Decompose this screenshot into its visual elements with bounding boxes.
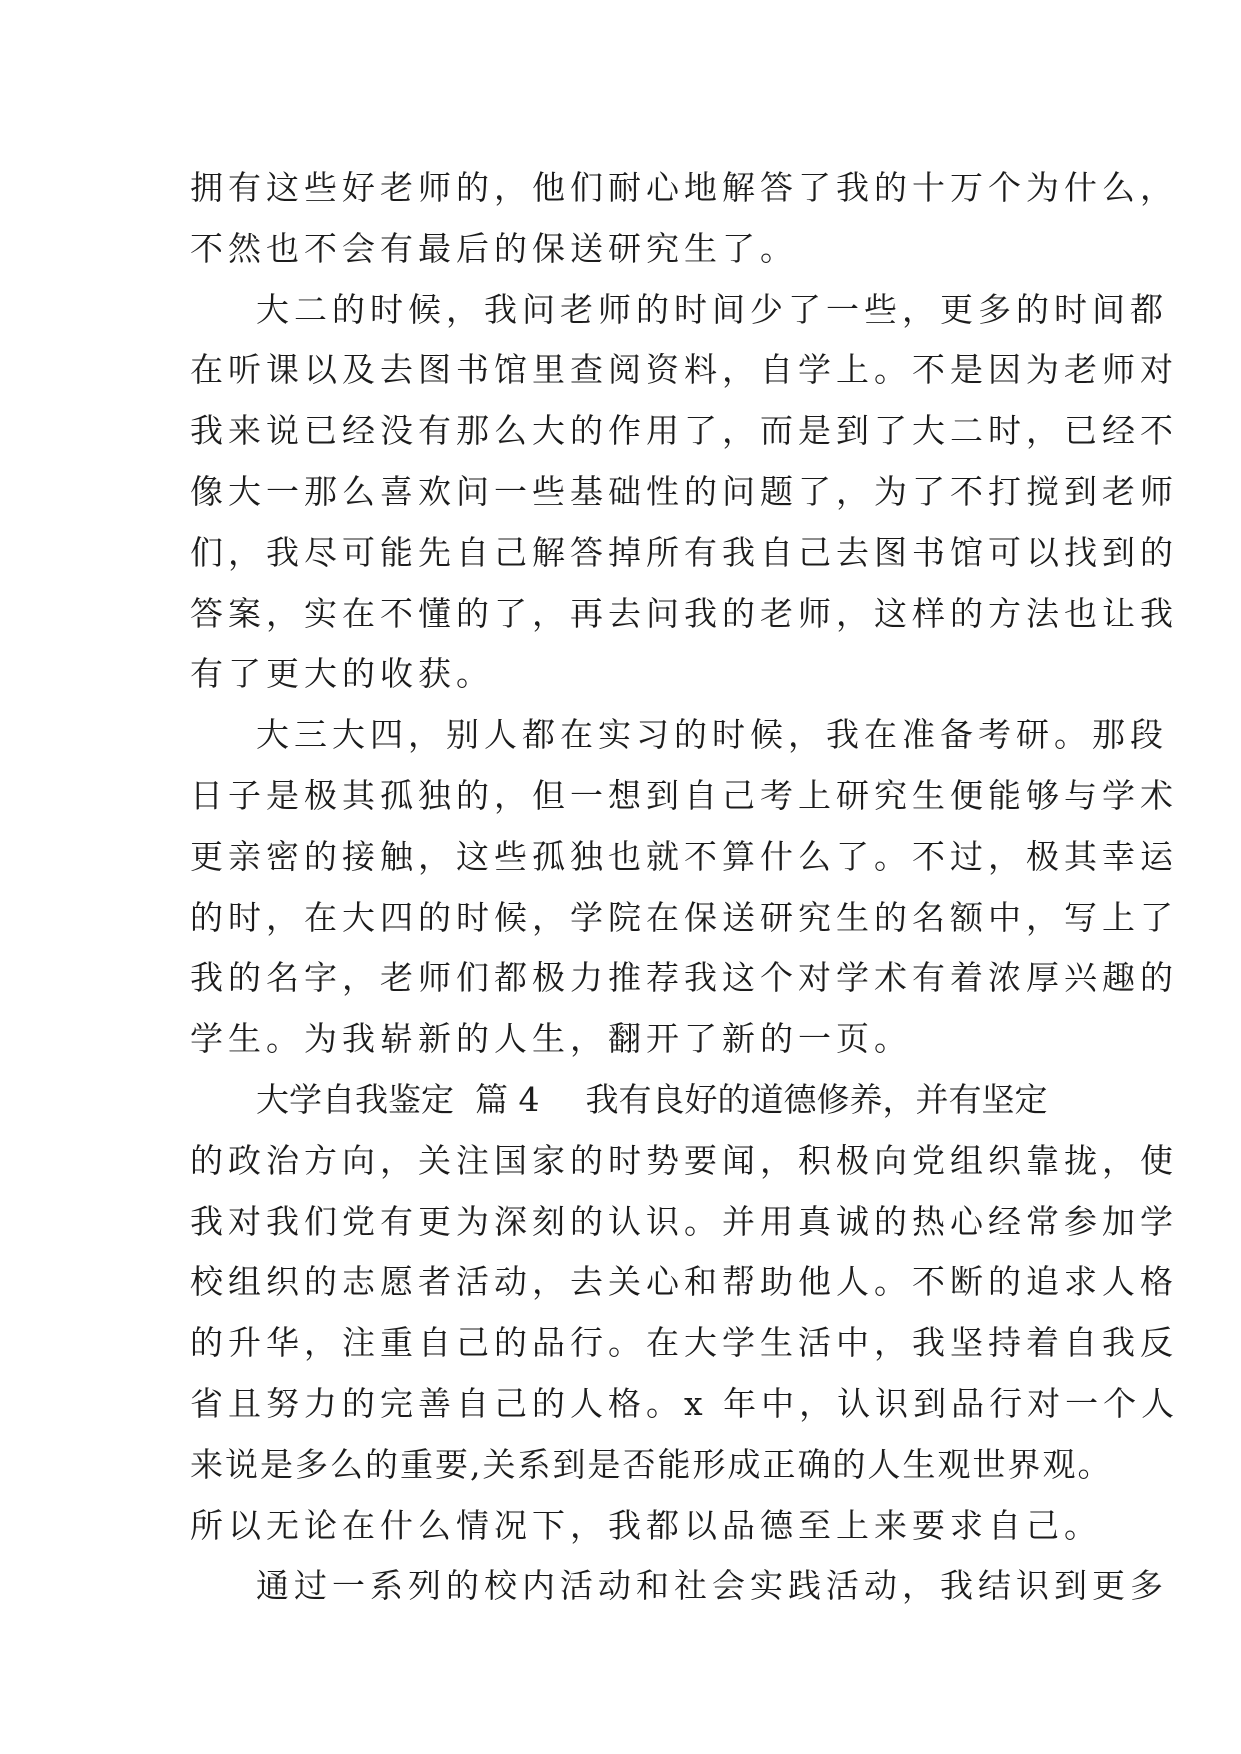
text-line: 省且努力的完善自己的人格。x 年中，认识到品行对一个人 (190, 1383, 1180, 1423)
text-line: 我的名字，老师们都极力推荐我这个对学术有着浓厚兴趣的 (190, 958, 1178, 998)
text-line: 我对我们党有更为深刻的认识。并用真诚的热心经常参加学 (190, 1201, 1178, 1241)
text-line: 不然也不会有最后的保送研究生了。 (190, 228, 798, 268)
text-line: 来说是多么的重要,关系到是否能形成正确的人生观世界观。 (190, 1444, 1113, 1484)
text-line: 的升华，注重自己的品行。在大学生活中，我坚持着自我反 (190, 1323, 1178, 1363)
text-line: 的时，在大四的时候，学院在保送研究生的名额中，写上了 (190, 897, 1178, 937)
document-body (190, 158, 1180, 1617)
section-heading: 大学自我鉴定 篇 4 (256, 1079, 540, 1119)
text-line: 像大一那么喜欢问一些基础性的问题了，为了不打搅到老师 (190, 471, 1178, 511)
text-line: 答案，实在不懂的了，再去问我的老师，这样的方法也让我 (190, 593, 1178, 633)
section-start-line (190, 1070, 1070, 1131)
text-line: 有了更大的收获。 (190, 654, 494, 694)
text-line: 校组织的志愿者活动，去关心和帮助他人。不断的追求人格 (190, 1262, 1178, 1302)
text-line: 所以无论在什么情况下，我都以品德至上来要求自己。 (190, 1505, 1102, 1545)
text-line: 日子是极其孤独的，但一想到自己考上研究生便能够与学术 (190, 775, 1178, 815)
text-line: 的政治方向，关注国家的时势要闻，积极向党组织靠拢，使 (190, 1140, 1178, 1180)
text-line: 拥有这些好老师的，他们耐心地解答了我的十万个为什么， (190, 168, 1178, 207)
text-line: 们，我尽可能先自己解答掉所有我自己去图书馆可以找到的 (190, 532, 1178, 572)
paragraph-start-line: 通过一系列的校内活动和社会实践活动，我结识到更多 (256, 1566, 1168, 1606)
text-line: 更亲密的接触，这些孤独也就不算什么了。不过，极其幸运 (190, 836, 1178, 876)
text-line: 我来说已经没有那么大的作用了，而是到了大二时，已经不 (190, 411, 1178, 451)
paragraph-start-line: 大三大四，别人都在实习的时候，我在准备考研。那段 (256, 715, 1168, 755)
text-line: 在听课以及去图书馆里查阅资料，自学上。不是因为老师对 (190, 350, 1178, 390)
paragraph-start-line: 大二的时候，我问老师的时间少了一些，更多的时间都 (256, 289, 1168, 329)
section-first-text: 我有良好的道德修养，并有坚定 (585, 1079, 1048, 1119)
text-line: 学生。为我崭新的人生，翻开了新的一页。 (190, 1019, 912, 1059)
